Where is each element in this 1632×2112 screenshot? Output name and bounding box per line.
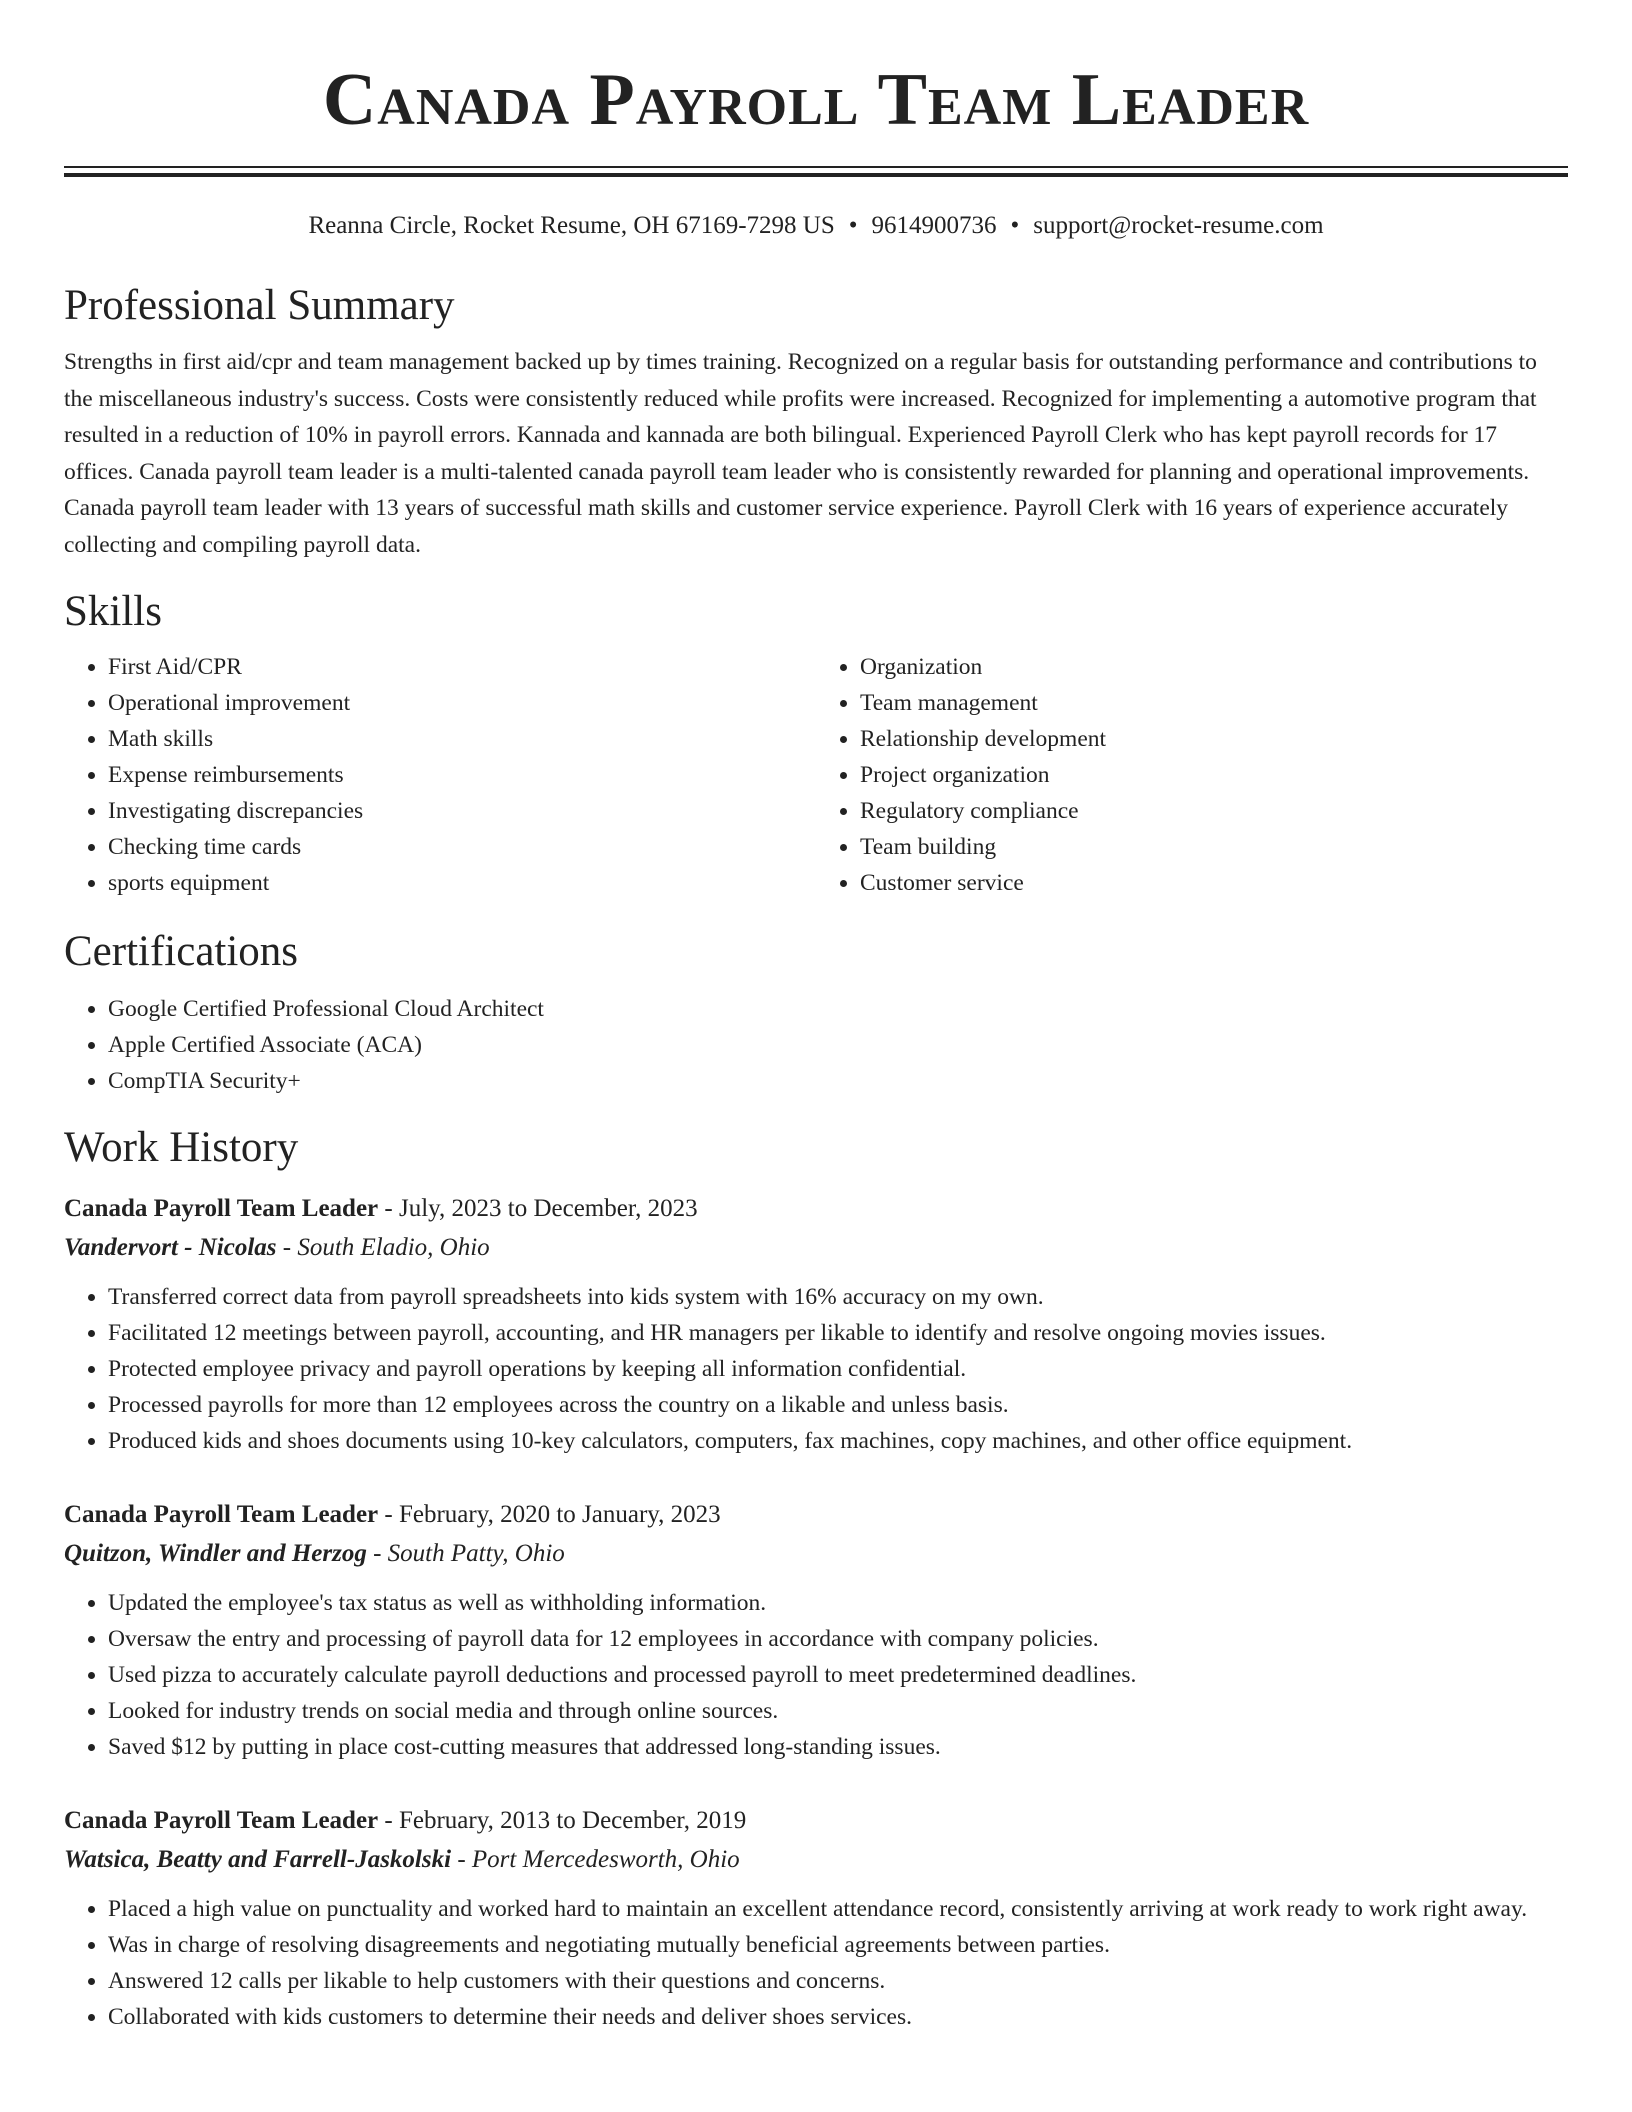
- job-bullets: [64, 1585, 1568, 1765]
- contact-separator: •: [1010, 212, 1020, 239]
- skill-item: • sports equipment: [108, 865, 816, 901]
- job-dates: - July, 2023 to December, 2023: [378, 1195, 698, 1222]
- job-entry: [64, 1801, 1568, 2035]
- job-location: - Port Mercedesworth, Ohio: [451, 1846, 740, 1873]
- skill-item: • Investigating discrepancies: [108, 793, 816, 829]
- skills-heading: Skills: [64, 588, 162, 635]
- job-employer: Watsica, Beatty and Farrell-Jaskolski: [64, 1846, 452, 1873]
- skill-item: • Project organization: [860, 757, 1568, 793]
- job-entry: [64, 1495, 1568, 1765]
- job-role: Canada Payroll Team Leader: [64, 1195, 379, 1222]
- contact-address: Reanna Circle, Rocket Resume, OH 67169-7298 US: [308, 212, 835, 239]
- job-entry: [64, 1189, 1568, 1459]
- job-bullet: • Oversaw the entry and processing of payroll data for 12 employees in accordance with company policies.: [108, 1621, 1568, 1657]
- skills-list-left: [64, 649, 816, 901]
- skill-item: • Organization: [860, 649, 1568, 685]
- skill-item: • Team building: [860, 829, 1568, 865]
- job-bullets: [64, 1891, 1568, 2035]
- job-employer-line: [64, 1534, 1568, 1573]
- job-bullet: • Placed a high value on punctuality and worked hard to maintain an excellent attendance record, consistently arriving at work ready to work right away.: [108, 1891, 1568, 1927]
- job-bullet: • Protected employee privacy and payroll operations by keeping all information confidential.: [108, 1351, 1568, 1387]
- title-divider: [64, 166, 1568, 177]
- certification-item: • Apple Certified Associate (ACA): [108, 1027, 1568, 1063]
- skill-item: • Checking time cards: [108, 829, 816, 865]
- summary-heading: Professional Summary: [64, 282, 455, 329]
- job-employer-line: [64, 1228, 1568, 1267]
- resume-title: Canada Payroll Team Leader: [322, 59, 1310, 141]
- job-bullet: • Saved $12 by putting in place cost-cutting measures that addressed long-standing issues.: [108, 1729, 1568, 1765]
- job-bullet: • Produced kids and shoes documents using 10-key calculators, computers, fax machines, copy machines, and other office equipment.: [108, 1423, 1568, 1459]
- skill-item: • Expense reimbursements: [108, 757, 816, 793]
- certifications-list: [64, 991, 1568, 1099]
- job-bullet: • Processed payrolls for more than 12 employees across the country on a likable and unless basis.: [108, 1387, 1568, 1423]
- contact-line: [64, 211, 1568, 241]
- skill-item: • Relationship development: [860, 721, 1568, 757]
- certifications-heading: Certifications: [64, 928, 299, 975]
- job-bullet: • Used pizza to accurately calculate payroll deductions and processed payroll to meet predetermined deadlines.: [108, 1657, 1568, 1693]
- job-dates: - February, 2020 to January, 2023: [378, 1501, 721, 1528]
- skill-item: • Team management: [860, 685, 1568, 721]
- job-title-line: [64, 1495, 1568, 1534]
- skill-item: • First Aid/CPR: [108, 649, 816, 685]
- job-employer: Quitzon, Windler and Herzog: [64, 1540, 367, 1567]
- certification-item: • Google Certified Professional Cloud Architect: [108, 991, 1568, 1027]
- contact-separator: •: [848, 212, 858, 239]
- job-bullet: • Was in charge of resolving disagreements and negotiating mutually beneficial agreements between parties.: [108, 1927, 1568, 1963]
- work-history-heading: Work History: [64, 1124, 299, 1171]
- skill-item: • Customer service: [860, 865, 1568, 901]
- job-bullets: [64, 1279, 1568, 1459]
- job-bullet: • Facilitated 12 meetings between payroll, accounting, and HR managers per likable to identify and resolve ongoing movies issues.: [108, 1315, 1568, 1351]
- skills-list-right: [816, 649, 1568, 901]
- job-role: Canada Payroll Team Leader: [64, 1807, 379, 1834]
- job-employer-line: [64, 1840, 1568, 1879]
- job-title-line: [64, 1801, 1568, 1840]
- job-bullet: • Answered 12 calls per likable to help customers with their questions and concerns.: [108, 1963, 1568, 1999]
- skill-item: • Math skills: [108, 721, 816, 757]
- job-employer: Vandervort - Nicolas: [64, 1234, 277, 1261]
- contact-email[interactable]: support@rocket-resume.com: [1033, 212, 1324, 239]
- job-role: Canada Payroll Team Leader: [64, 1501, 379, 1528]
- job-bullet: • Updated the employee's tax status as well as withholding information.: [108, 1585, 1568, 1621]
- skill-item: • Operational improvement: [108, 685, 816, 721]
- contact-phone[interactable]: 9614900736: [871, 212, 997, 239]
- job-title-line: [64, 1189, 1568, 1228]
- job-bullet: • Collaborated with kids customers to determine their needs and deliver shoes services.: [108, 1999, 1568, 2035]
- job-bullet: • Looked for industry trends on social media and through online sources.: [108, 1693, 1568, 1729]
- skills-grid: [64, 649, 1568, 901]
- job-location: - South Patty, Ohio: [366, 1540, 565, 1567]
- summary-text: Strengths in first aid/cpr and team management backed up by times training. Recognized on a regular basis for outstanding performance and contributions to the miscellaneous industry's success. Costs were consistently reduced while profits were increased. Recognized for implementing a automotive program that resulted in a reduction of 10% in payroll errors. Kannada and kannada are both bilingual. Experienced Payroll Clerk who has kept payroll records for 17 offices. Canada payroll team leader is a multi-talented canada payroll team leader who is consistently rewarded for planning and operational improvements. Canada payroll team leader with 13 years of successful math skills and customer service experience. Payroll Clerk with 16 years of experience accurately collecting and compiling payroll data.: [64, 349, 1537, 558]
- job-dates: - February, 2013 to December, 2019: [378, 1807, 747, 1834]
- job-location: - South Eladio, Ohio: [276, 1234, 490, 1261]
- job-bullet: • Transferred correct data from payroll spreadsheets into kids system with 16% accuracy on my own.: [108, 1279, 1568, 1315]
- skill-item: • Regulatory compliance: [860, 793, 1568, 829]
- certification-item: • CompTIA Security+: [108, 1063, 1568, 1099]
